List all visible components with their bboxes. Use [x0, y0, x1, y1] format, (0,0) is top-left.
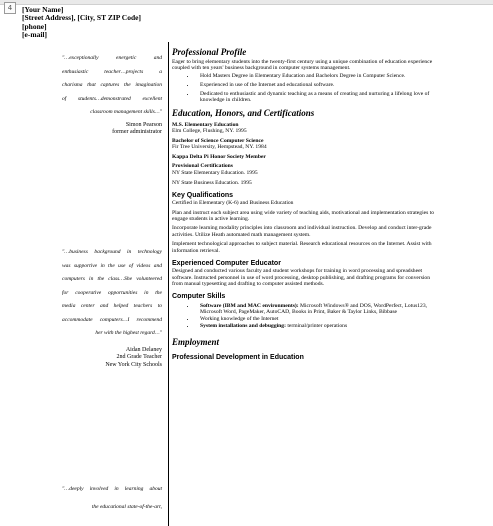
quote-line: of students…demonstrated excellent [62, 95, 162, 102]
education-item[interactable] [172, 163, 440, 176]
quote-line: classroom management skills…" [90, 109, 162, 115]
degree-title: Bachelor of Science Computer Science [172, 137, 264, 144]
qualification-para[interactable]: Plan and instruct each subject area using wide variety of teaching aids, motivational and implementation strategies to engage students in active learning. [172, 209, 435, 223]
list-item[interactable] [196, 323, 440, 329]
experienced-para[interactable]: Designed and conducted various faculty and student workshops for training in word processing and spreadsheet software. Instructed personnel in use of word processing, desktop publishing, and drafting programs for conversion from manual typesetting and drafting to computer assisted methods. [172, 268, 431, 287]
skill-text: Working knowledge of the Internet [200, 315, 279, 322]
qualification-para[interactable]: Implement technological approaches to subject material. Research educational resources on the Internet. Assist with information retrieval. [172, 241, 432, 254]
section-heading-profile: Professional Profile [172, 47, 247, 57]
testimonial-quote-3 [62, 483, 162, 514]
list-item[interactable] [196, 316, 440, 322]
list-item[interactable] [196, 303, 440, 316]
qualification-para[interactable]: Certified in Elementary (K-6) and Business Education [172, 200, 294, 207]
contact-email[interactable]: [e-mail] [22, 29, 47, 39]
education-item[interactable] [172, 138, 440, 151]
contact-header [22, 6, 141, 39]
section-heading-employment: Employment [172, 337, 219, 347]
degree-detail: Fir Tree University, Hempstead, NY. 1984 [172, 144, 267, 151]
quote-attribution-title: 2nd Grade Teacher [116, 354, 162, 360]
list-item[interactable]: • Experienced in use of the Internet and educational software. [196, 82, 440, 88]
testimonial-quote-2 [62, 246, 162, 369]
certification-title: Provisional Certifications [172, 163, 233, 170]
quote-line: her with the highest regard…" [95, 330, 162, 336]
contact-phone[interactable]: [phone] [22, 21, 47, 31]
quote-line: "…deeply involved in learning about [62, 486, 162, 492]
list-item[interactable]: • Hold Masters Degree in Elementary Education and Bachelors Degree in Computer Science. [196, 73, 440, 79]
contact-address[interactable]: [Street Address], [City, ST ZIP Code] [22, 13, 141, 23]
quote-line: the educational state-of-the-art, [91, 503, 162, 510]
section-heading-qualifications: Key Qualifications [172, 192, 234, 200]
quote-line: "…exceptionally energetic and [62, 55, 162, 61]
skill-text: Microsoft Windows® and DOS, WordPerfect, Lotus123, Microsoft Word, PageMaker, AutoCAD, Books in Print, Baker & Taylor Links, Bibbase [200, 302, 428, 316]
section-heading-education: Education, Honors, and Certifications [172, 107, 315, 118]
skill-label: Software (IBM and MAC environments): [200, 302, 299, 309]
quote-attribution-title: former administrator [112, 129, 162, 135]
contact-name[interactable]: [Your Name] [22, 5, 64, 14]
section-heading-skills: Computer Skills [172, 293, 226, 301]
honor-title: Kappa Delta Pi Honor Society Member [172, 153, 266, 160]
quote-attribution-name: Simon Pearson [125, 121, 162, 128]
employment-subheading[interactable]: Professional Development in Education [172, 354, 304, 361]
window-top-edge [0, 0, 493, 5]
page-marker-icon[interactable]: 4 [4, 2, 16, 14]
column-divider [168, 42, 169, 526]
degree-detail: Elm College, Flushing, NY. 1995 [172, 128, 247, 135]
education-item[interactable] [172, 122, 440, 135]
profile-summary[interactable]: Eager to bring elementary students into the twenty-first century using a unique combination of education experience coupled with ten years' business background in computer systems management. [172, 59, 433, 72]
skill-text: terminal/printer operations [285, 322, 348, 329]
quote-line: enthusiastic teacher…projects a [62, 68, 162, 75]
quote-attribution-org: New York City Schools [105, 361, 162, 368]
quote-line: was supportive in the use of videos and [62, 262, 162, 269]
degree-title: M.S. Elementary Education [172, 121, 239, 128]
testimonial-quote-1 [62, 52, 162, 137]
skills-bullets [172, 303, 440, 329]
certification-detail: NY State Elementary Education. 1995 [172, 170, 258, 177]
quote-line: charisma that captures the imagination [62, 82, 162, 88]
quote-line: computers in the class…She volunteered [62, 276, 162, 282]
quote-line: accommodate computers…I recommend [62, 316, 162, 323]
quote-line: "…business background in technology [62, 249, 162, 255]
skill-label: System installations and debugging: [200, 322, 286, 329]
qualification-para[interactable]: Incorporate learning modality principles into classroom and individual instruction. Develop and conduct inter-grade activities. Utilize Heath automated math management system. [172, 225, 432, 238]
profile-bullets [172, 73, 440, 103]
section-heading-experienced: Experienced Computer Educator [172, 260, 281, 268]
education-item[interactable] [172, 154, 440, 161]
quote-attribution-name: Aidan Delaney [125, 346, 162, 353]
certification-extra[interactable]: NY State Business Education. 1995 [172, 179, 252, 186]
list-item[interactable]: • Dedicated to enthusiastic and dynamic teaching as a means of creating and nurturing a lifelong love of knowledge in children. [196, 91, 440, 104]
quote-line: for cooperative opportunities in the [62, 289, 162, 296]
quote-line: media center and helped teachers to [62, 303, 162, 309]
resume-body [172, 47, 440, 362]
